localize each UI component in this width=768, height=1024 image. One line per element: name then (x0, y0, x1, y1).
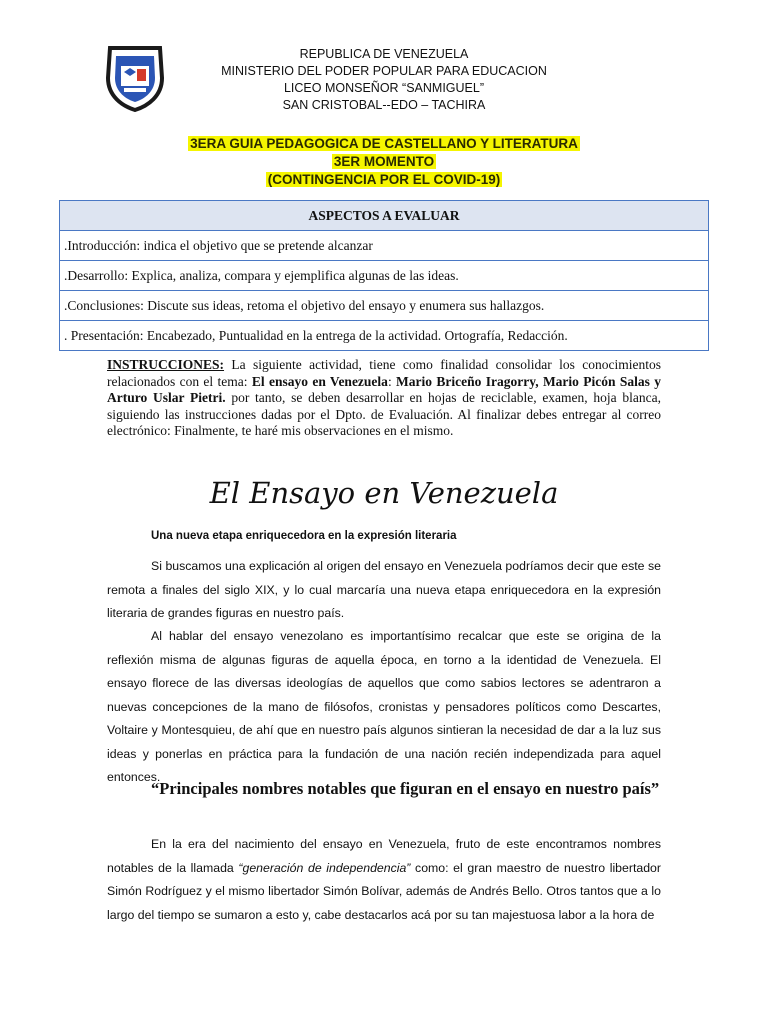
essay-subheading: Una nueva etapa enriquecedora en la expresión literaria (151, 530, 457, 542)
essay-paragraph-2 (107, 625, 661, 790)
guide-title-line2: 3ER MOMENTO (333, 154, 435, 169)
table-row (60, 291, 709, 321)
notable-names-heading (107, 774, 661, 803)
notable-names-heading-text: “Principales nombres notables que figuran en el ensayo en nuestro país” (151, 779, 660, 798)
guide-title-line3: (CONTINGENCIA POR EL COVID-19) (267, 172, 501, 187)
table-row (60, 321, 709, 351)
instructions-label: INSTRUCCIONES: (107, 357, 225, 372)
essay-paragraph-3-italic: “generación de independencia” (238, 860, 411, 875)
table-row (60, 261, 709, 291)
aspects-table-header (60, 201, 709, 231)
header-line-republic: REPUBLICA DE VENEZUELA (299, 47, 469, 61)
instructions-authors: Mario Briceño Iragorry, Mario Picón Salas y Arturo Uslar Pietri. (107, 373, 661, 405)
essay-paragraph-3 (107, 833, 661, 927)
instructions-text-2: por tanto, se deben desarrollar en hojas de reciclable, examen, hoja blanca, siguiendo las instrucciones dadas por el Dpto. de Evaluación. Al finalizar debes entregar al correo electrónico: Finalmente, te haré mis observaciones en el mismo. (107, 390, 661, 438)
essay-title: El Ensayo en Venezuela (209, 476, 559, 510)
essay-paragraph-3-text-b: como: el gran maestro de nuestro libertador Simón Rodríguez y el mismo libertador Simón Bolívar, además de Andrés Bello. Otros tantos que a lo largo del tiempo se sumaron a esto y, cabe destacarlos acá por su tan majestuosa labor a la hora de (107, 860, 661, 922)
essay-paragraph-3-text-a: En la era del nacimiento del ensayo en Venezuela, fruto de este encontramos nombres notables de la llamada (107, 837, 661, 875)
instructions-topic: El ensayo en Venezuela (251, 373, 388, 389)
guide-title-line1: 3ERA GUIA PEDAGOGICA DE CASTELLANO Y LITERATURA (190, 136, 578, 151)
essay-paragraph-1-text: Si buscamos una explicación al origen del ensayo en Venezuela podríamos decir que este se remota a finales del siglo XIX, y lo cual marcaría una nueva etapa enriquecedora en la expresión literaria de grandes figuras en nuestro país. (107, 559, 661, 620)
header-line-city: SAN CRISTOBAL--EDO – TACHIRA (282, 98, 486, 112)
aspect-conclusiones: .Conclusiones: Discute sus ideas, retoma el objetivo del ensayo y enumera sus hallazgos. (60, 291, 709, 321)
aspect-desarrollo: .Desarrollo: Explica, analiza, compara y ejemplifica algunas de las ideas. (60, 261, 709, 291)
instructions-text-1: La siguiente actividad, tiene como finalidad consolidar los conocimientos relacionados con el tema: (107, 357, 661, 389)
aspect-introduccion: .Introducción: indica el objetivo que se pretende alcanzar (60, 231, 709, 261)
guide-title (0, 135, 768, 189)
document-header (0, 46, 768, 114)
essay-paragraph-1 (107, 555, 661, 626)
header-line-ministry: MINISTERIO DEL PODER POPULAR PARA EDUCACION (221, 64, 547, 78)
aspect-presentacion: . Presentación: Encabezado, Puntualidad en la entrega de la actividad. Ortografía, Redacción. (60, 321, 709, 351)
instructions-colon: : (387, 373, 397, 389)
table-row (60, 231, 709, 261)
header-line-school: LICEO MONSEÑOR “SANMIGUEL” (283, 81, 485, 95)
aspects-heading: ASPECTOS A EVALUAR (60, 201, 709, 231)
instructions-paragraph (107, 357, 661, 440)
essay-paragraph-2-text: Al hablar del ensayo venezolano es importantísimo recalcar que este se origina de la reflexión misma de algunas figuras de aquella época, en torno a la identidad de Venezuela. El ensayo florece de las diversas ideologías de aquellos que como sabios lectores se adentraron a nuevas concepciones de la mano de filósofos, cronistas y pensadores políticos como Descartes, Voltaire y Montesquieu, de ahí que en nuestro país algunos sintieran la necesidad de dar a la luz sus ideas y ponerlas en práctica para la fundación de una nación recién independizada para aquel entonces. (107, 629, 661, 784)
aspects-table (59, 200, 709, 351)
